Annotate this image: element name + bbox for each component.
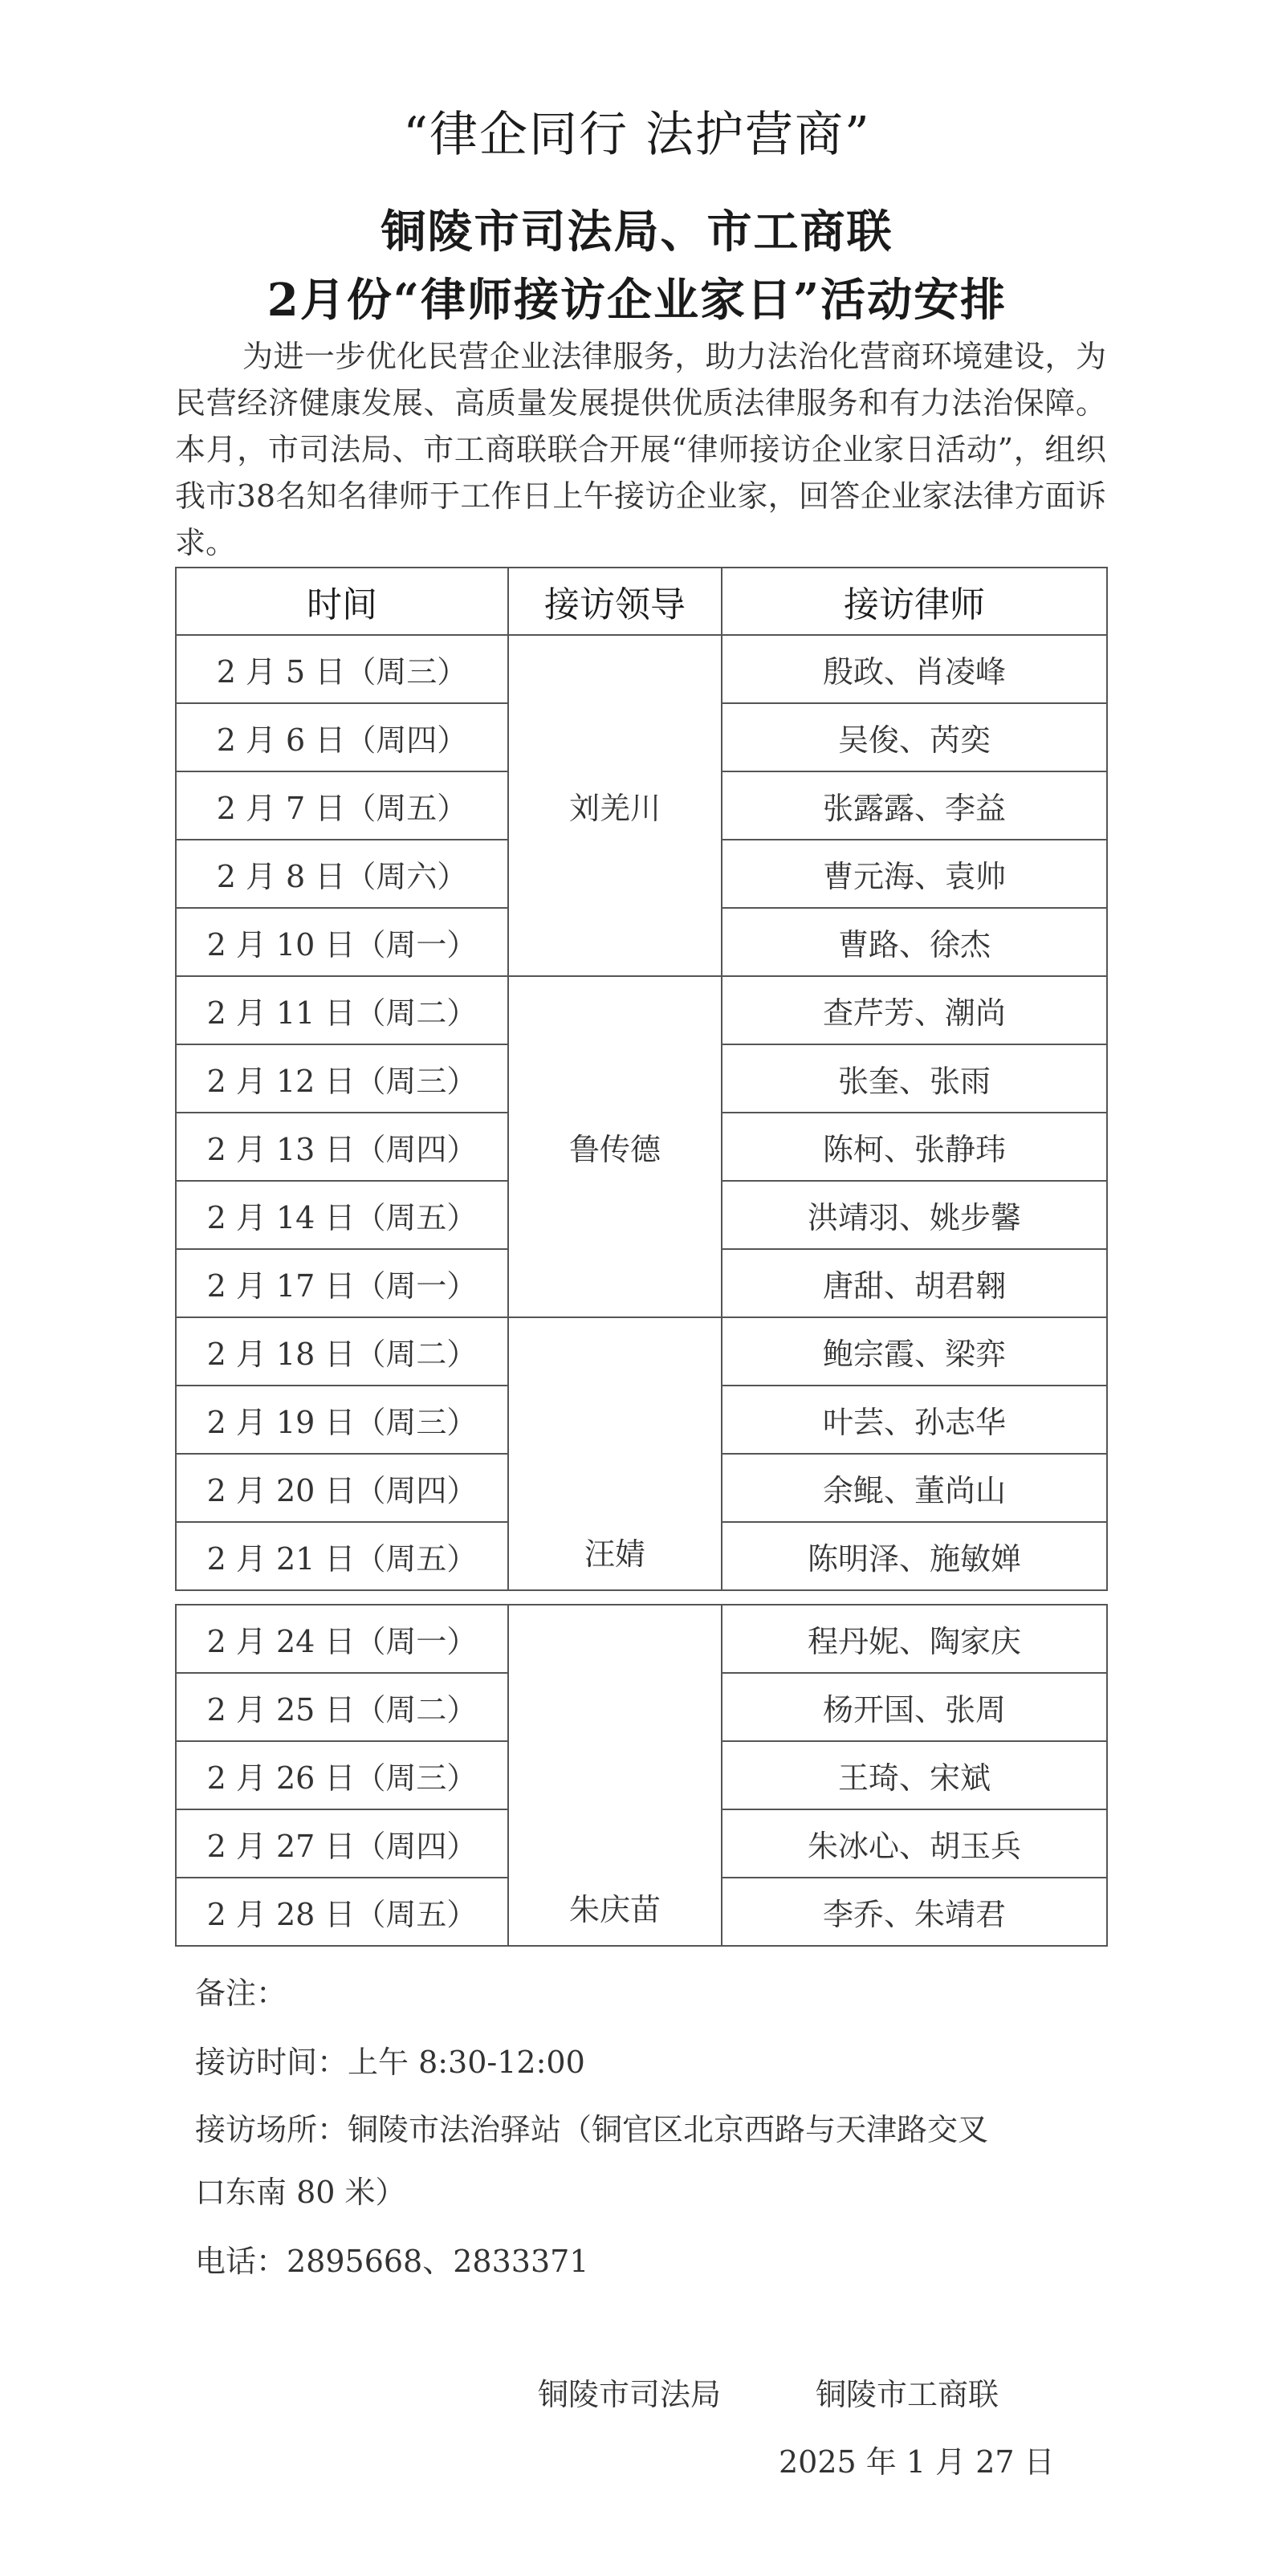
date-cell: 2 月 25 日（周二） [176, 1673, 508, 1741]
lawyers-cell: 张奎、张雨 [722, 1044, 1107, 1113]
lawyers-cell: 查芹芳、潮尚 [722, 976, 1107, 1044]
lawyers-cell: 程丹妮、陶家庆 [722, 1605, 1107, 1673]
signature-date: 2025 年 1 月 27 日 [779, 2444, 1055, 2480]
contact-phone: 电话：2895668、2833371 [195, 2244, 589, 2279]
date-cell: 2 月 7 日（周五） [176, 771, 508, 840]
date-cell: 2 月 21 日（周五） [176, 1522, 508, 1590]
date-cell: 2 月 8 日（周六） [176, 840, 508, 908]
date-cell: 2 月 26 日（周三） [176, 1741, 508, 1809]
lawyers-cell: 洪靖羽、姚步馨 [722, 1181, 1107, 1249]
date-cell: 2 月 13 日（周四） [176, 1113, 508, 1181]
header-leader: 接访领导 [508, 568, 722, 635]
slogan: “律企同行 法护营商” [403, 107, 871, 163]
date-cell: 2 月 28 日（周五） [176, 1878, 508, 1946]
lawyers-cell: 吴俊、芮奕 [722, 703, 1107, 771]
leader-cell: 汪婧 [508, 1317, 722, 1590]
lawyers-cell: 唐甜、胡君翱 [722, 1249, 1107, 1317]
signature-org-1: 铜陵市司法局 [538, 2377, 722, 2412]
visit-place-line1: 接访场所：铜陵市法治驿站（铜官区北京西路与天津路交叉 [195, 2112, 989, 2147]
lawyers-cell: 殷政、肖凌峰 [722, 635, 1107, 703]
lawyers-cell: 朱冰心、胡玉兵 [722, 1809, 1107, 1878]
lawyers-cell: 陈明泽、施敏婵 [722, 1522, 1107, 1590]
date-cell: 2 月 19 日（周三） [176, 1386, 508, 1454]
date-cell: 2 月 27 日（周四） [176, 1809, 508, 1878]
date-cell: 2 月 20 日（周四） [176, 1454, 508, 1522]
lawyers-cell: 陈柯、张静玮 [722, 1113, 1107, 1181]
intro-paragraph: 为进一步优化民营企业法律服务，助力法治化营商环境建设，为民营经济健康发展、高质量发展提供优质法律服务和有力法治保障。本月，市司法局、市工商联联合开展“律师接访企业家日活动”，组织我市38名知名律师于工作日上午接访企业家，回答企业家法律方面诉求。 [175, 339, 1106, 560]
lawyers-cell: 叶芸、孙志华 [722, 1386, 1107, 1454]
lawyers-cell: 王琦、宋斌 [722, 1741, 1107, 1809]
lawyers-cell: 李乔、朱靖君 [722, 1878, 1107, 1946]
date-cell: 2 月 17 日（周一） [176, 1249, 508, 1317]
leader-cell: 刘羌川 [508, 635, 722, 976]
leader-cell: 朱庆苗 [508, 1605, 722, 1946]
schedule-table-block2 [175, 1604, 1108, 1947]
table-row [176, 976, 1107, 1044]
lawyers-cell: 鲍宗霞、梁弈 [722, 1317, 1107, 1386]
table-header-row [176, 568, 1107, 635]
date-cell: 2 月 6 日（周四） [176, 703, 508, 771]
schedule-table-block1 [175, 567, 1108, 1591]
date-cell: 2 月 24 日（周一） [176, 1605, 508, 1673]
visit-time: 接访时间：上午 8:30-12:00 [195, 2045, 585, 2080]
header-lawyers: 接访律师 [722, 568, 1107, 635]
title-line-1: 铜陵市司法局、市工商联 [381, 206, 893, 258]
signature-org-2: 铜陵市工商联 [816, 2377, 999, 2412]
lawyers-cell: 曹元海、袁帅 [722, 840, 1107, 908]
visit-place-line2: 口东南 80 米） [195, 2175, 406, 2210]
lawyers-cell: 杨开国、张周 [722, 1673, 1107, 1741]
lawyers-cell: 余鲲、董尚山 [722, 1454, 1107, 1522]
table-row [176, 1605, 1107, 1673]
date-cell: 2 月 18 日（周二） [176, 1317, 508, 1386]
date-cell: 2 月 12 日（周三） [176, 1044, 508, 1113]
lawyers-cell: 曹路、徐杰 [722, 908, 1107, 976]
table-row [176, 635, 1107, 703]
lawyers-cell: 张露露、李益 [722, 771, 1107, 840]
table-row [176, 1317, 1107, 1386]
date-cell: 2 月 5 日（周三） [176, 635, 508, 703]
title-line-2: 2月份“律师接访企业家日”活动安排 [267, 274, 1007, 327]
date-cell: 2 月 14 日（周五） [176, 1181, 508, 1249]
notes-label: 备注： [195, 1976, 287, 2011]
date-cell: 2 月 10 日（周一） [176, 908, 508, 976]
header-time: 时间 [176, 568, 508, 635]
leader-cell: 鲁传德 [508, 976, 722, 1317]
date-cell: 2 月 11 日（周二） [176, 976, 508, 1044]
